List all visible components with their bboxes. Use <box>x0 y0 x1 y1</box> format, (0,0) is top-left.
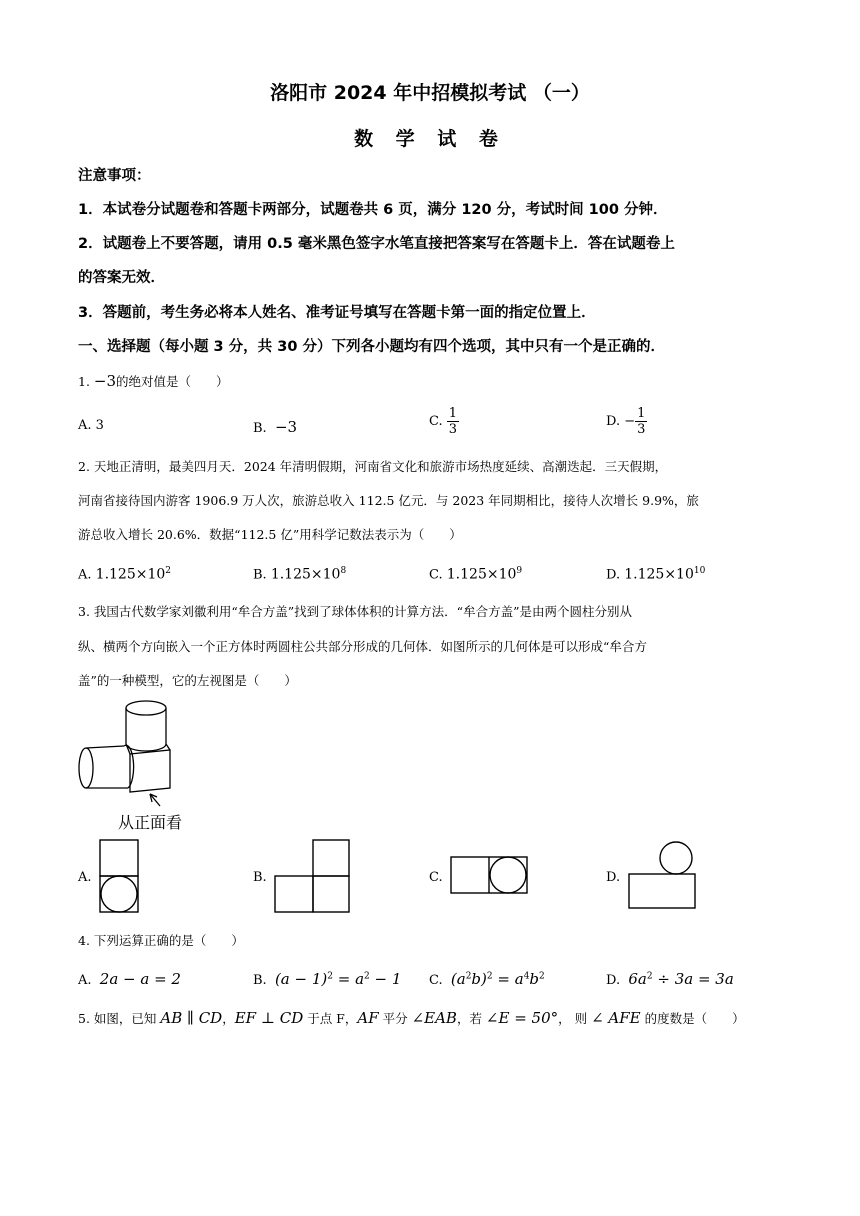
exponent: 2 <box>327 971 333 982</box>
denominator: 3 <box>637 422 646 437</box>
q3-option-c-figure[interactable] <box>449 854 533 898</box>
notice-item-2-line1: 2．试题卷上不要答题，请用 0.5 毫米黑色签字水笔直接把答案写在答题卡上．答在试题卷上 <box>78 236 675 252</box>
q2-option-c[interactable] <box>429 566 522 582</box>
q3-option-c-label[interactable]: C. <box>429 870 443 885</box>
q3-line-2: 纵、横两个方向嵌入一个正方体时两圆柱公共部分形成的几何体．如图所示的几何体是可以形成“牟合方 <box>78 639 647 654</box>
option-value: 1.125×10 <box>624 566 694 583</box>
expr-part: b) <box>471 970 487 988</box>
fraction <box>447 406 459 437</box>
expr-part: b <box>529 970 540 988</box>
q3-option-b-label[interactable]: B. <box>253 870 267 885</box>
q2-line-3: 游总收入增长 20.6%．数据“112.5 亿”用科学记数法表示为（ ） <box>78 527 462 542</box>
text: 的度数是（ ） <box>640 1011 745 1026</box>
q3-option-d-label[interactable]: D. <box>606 870 621 885</box>
text: 于点 F， <box>303 1011 358 1026</box>
exponent: 9 <box>516 566 523 576</box>
exponent: 2 <box>465 971 472 982</box>
math: ∠ AFE <box>591 1009 641 1027</box>
expr-part: (a − 1) <box>274 970 328 988</box>
option-label: D. <box>606 414 621 429</box>
exponent: 2 <box>486 971 493 982</box>
option-label: C. <box>429 973 443 988</box>
fraction <box>635 406 647 437</box>
expr-part: − 1 <box>369 970 402 988</box>
option-label: B. <box>253 567 267 583</box>
math: ∠EAB <box>411 1009 457 1027</box>
option-label: D. <box>606 973 621 988</box>
q3-option-a-figure[interactable] <box>98 838 142 916</box>
denominator: 3 <box>448 422 458 437</box>
option-label: B. <box>253 421 267 436</box>
math: EF ⊥ CD <box>234 1009 304 1027</box>
q2-line-2: 河南省接待国内游客 1906.9 万人次，旅游总收入 112.5 亿元．与 2023 年同期相比，接待人次增长 9.9%，旅 <box>78 493 699 508</box>
math: AB ∥ CD <box>160 1009 223 1027</box>
q3-option-a-label[interactable]: A. <box>78 870 92 885</box>
q3-option-d-figure[interactable] <box>626 840 700 914</box>
q1-option-a[interactable] <box>78 418 104 433</box>
numerator: 1 <box>448 406 458 421</box>
expr-part: = a <box>332 970 365 988</box>
question-1-stem <box>78 372 788 390</box>
q4-option-c[interactable] <box>429 970 545 988</box>
option-label: D. <box>606 567 621 583</box>
section1-heading: 一、选择题（每小题 3 分，共 30 分）下列各小题均有四个选项，其中只有一个是正确的． <box>78 339 665 355</box>
option-label: A. <box>78 567 92 583</box>
text: ， <box>222 1011 235 1026</box>
q1-option-b[interactable] <box>253 418 297 436</box>
q1-number: 1. <box>78 374 90 389</box>
text: ，若 <box>456 1011 486 1026</box>
option-label: B. <box>253 973 267 988</box>
numerator: 1 <box>637 406 646 421</box>
expr-part: 6a <box>628 970 647 988</box>
option-value: 1.125×10 <box>446 566 517 583</box>
notice-item-1: 1．本试卷分试题卷和答题卡两部分，试题卷共 6 页，满分 120 分，考试时间 100 分钟． <box>78 202 668 218</box>
q1-expression: −3 <box>93 372 117 390</box>
option-value: 1.125×10 <box>95 566 166 583</box>
text: ， 则 <box>558 1011 592 1026</box>
q3-option-b-figure[interactable] <box>273 838 353 916</box>
q4-stem: 4. 下列运算正确的是（ ） <box>78 933 244 948</box>
exponent: 4 <box>523 971 530 982</box>
option-label: C. <box>429 414 443 429</box>
option-value: −3 <box>274 418 298 436</box>
q4-option-a[interactable] <box>78 970 181 988</box>
q3-figure-caption: 从正面看 <box>118 813 183 832</box>
notice-heading: 注意事项： <box>78 168 151 184</box>
expr-part: = a <box>492 970 524 988</box>
q1-stem-text: 的绝对值是（ ） <box>116 374 229 389</box>
math: ∠E = 50° <box>485 1009 559 1027</box>
q2-line-1: 2. 天地正清明，最美四月天．2024 年清明假期，河南省文化和旅游市场热度延续、高潮迭起．三天假期， <box>78 459 668 474</box>
exam-title: 洛阳市 2024 年中招模拟考试 （一） <box>270 82 590 104</box>
option-expression: 2a − a = 2 <box>99 970 181 988</box>
option-label: A. <box>78 418 92 433</box>
q3-line-1: 3. 我国古代数学家刘徽利用“牟合方盖”找到了球体体积的计算方法．“牟合方盖”是由两个圆柱分别从 <box>78 604 632 619</box>
q1-option-c[interactable] <box>429 406 459 437</box>
option-value: 3 <box>95 418 104 433</box>
exam-subtitle: 数 学 试 卷 <box>354 128 506 150</box>
notice-item-2-line2: 的答案无效． <box>78 270 165 286</box>
q2-option-b[interactable] <box>253 566 346 582</box>
option-label: C. <box>429 567 443 583</box>
minus-sign: − <box>624 414 636 429</box>
expr-part: ÷ 3a = 3a <box>652 970 734 988</box>
exponent: 2 <box>364 971 370 982</box>
q1-option-d[interactable] <box>606 406 647 437</box>
q2-option-d[interactable] <box>606 566 705 582</box>
q4-option-d[interactable] <box>606 970 734 988</box>
exponent: 8 <box>340 566 347 576</box>
option-value: 1.125×10 <box>270 566 341 583</box>
option-label: A. <box>78 973 92 988</box>
text: 平分 <box>378 1011 412 1026</box>
q2-option-a[interactable] <box>78 566 171 582</box>
text: 5. 如图，已知 <box>78 1011 161 1026</box>
notice-item-3: 3．答题前，考生务必将本人姓名、准考证号填写在答题卡第一面的指定位置上． <box>78 305 596 321</box>
expr-part: (a <box>450 970 466 988</box>
exponent: 2 <box>646 971 653 982</box>
q4-option-b[interactable] <box>253 970 401 988</box>
q3-line-3: 盖”的一种模型，它的左视图是（ ） <box>78 673 297 688</box>
exponent: 2 <box>165 566 172 576</box>
math: AF <box>357 1009 379 1027</box>
exponent: 10 <box>693 566 706 576</box>
exponent: 2 <box>539 971 545 982</box>
q5-stem <box>78 1009 788 1027</box>
